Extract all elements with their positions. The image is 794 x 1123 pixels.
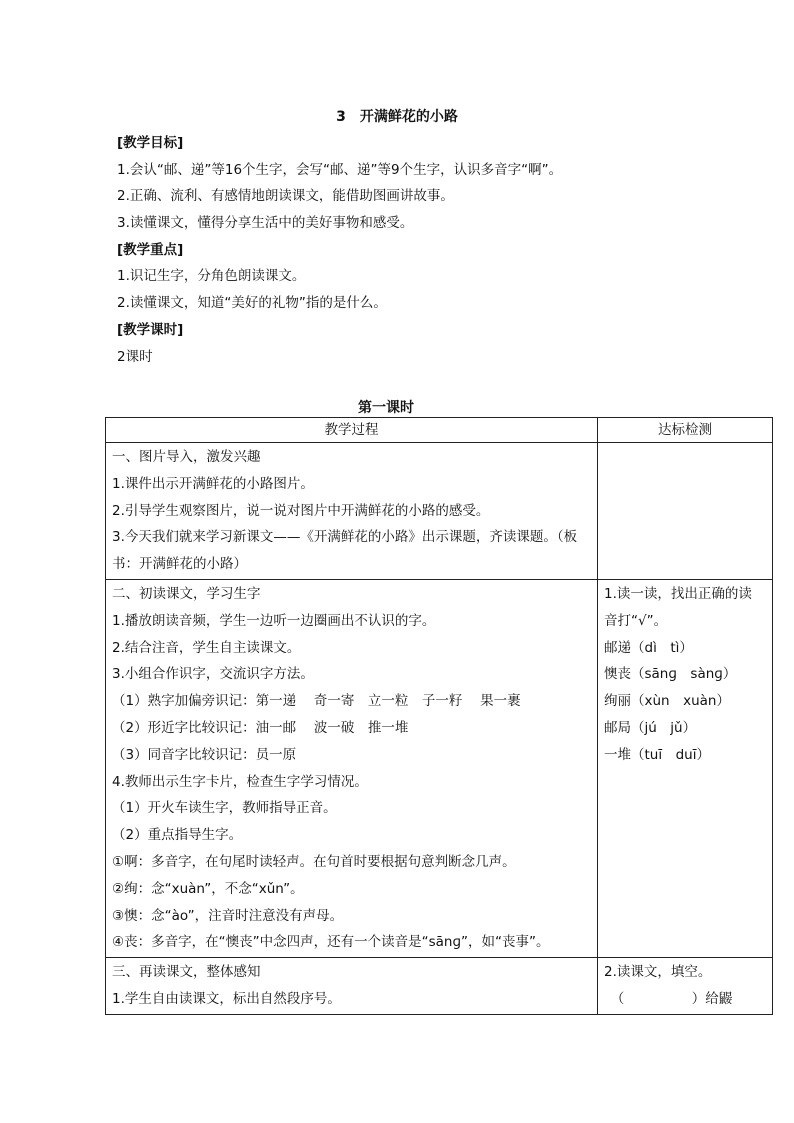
header-process: 教学过程 bbox=[106, 418, 598, 443]
lesson-title: 3 开满鲜花的小路 bbox=[336, 109, 458, 125]
section-heading-hours: [教学课时] bbox=[117, 321, 184, 338]
process-line: ②绚：念“xuàn”，不念“xǔn”。 bbox=[112, 880, 304, 897]
focus-item: 2.读懂课文，知道“美好的礼物”指的是什么。 bbox=[117, 295, 387, 312]
process-line: （1）开火车读生字，教师指导正音。 bbox=[112, 800, 337, 817]
check-cell bbox=[598, 443, 773, 580]
check-line: 音打“√”。 bbox=[604, 612, 668, 629]
process-line: 4.教师出示生字卡片，检查生字学习情况。 bbox=[112, 773, 368, 790]
table-row bbox=[106, 958, 773, 1015]
process-line: ④丧：多音字，在“懊丧”中念四声，还有一个读音是“sānɡ”，如“丧事”。 bbox=[112, 934, 550, 951]
process-line: 3.今天我们就来学习新课文——《开满鲜花的小路》出示课题，齐读课题。（板 bbox=[112, 529, 578, 546]
check-line: 一堆（tuī duī） bbox=[604, 746, 710, 763]
process-line: 二、初读课文，学习生字 bbox=[112, 585, 261, 602]
process-cell bbox=[106, 579, 598, 957]
table-row bbox=[106, 579, 773, 957]
process-line: 书：开满鲜花的小路） bbox=[112, 556, 247, 573]
check-cell bbox=[598, 958, 773, 1015]
check-line: 邮局（jú jǔ） bbox=[604, 719, 697, 736]
process-line: 2.结合注音，学生自主读课文。 bbox=[112, 639, 301, 656]
process-line: 3.小组合作识字，交流识字方法。 bbox=[112, 666, 314, 683]
process-line: 三、再读课文，整体感知 bbox=[112, 964, 261, 981]
header-check: 达标检测 bbox=[598, 418, 773, 443]
section-heading-focus: [教学重点] bbox=[117, 241, 184, 258]
process-line: （2）重点指导生字。 bbox=[112, 827, 243, 844]
goal-item: 3.读懂课文，懂得分享生活中的美好事物和感受。 bbox=[117, 215, 414, 232]
process-line: ①啊：多音字，在句尾时读轻声。在句首时要根据句意判断念几声。 bbox=[112, 853, 516, 870]
process-line: 1.课件出示开满鲜花的小路图片。 bbox=[112, 475, 314, 492]
check-cell bbox=[598, 579, 773, 957]
table-row bbox=[106, 443, 773, 580]
check-line: 2.读课文，填空。 bbox=[604, 964, 712, 981]
hours-value: 2课时 bbox=[117, 348, 153, 365]
process-line: 1.学生自由读课文，标出自然段序号。 bbox=[112, 990, 341, 1007]
table-header-row bbox=[106, 418, 773, 443]
process-line: （1）熟字加偏旁识记：第一递 奇一寄 立一粒 子一籽 果一裹 bbox=[112, 693, 521, 710]
process-line: 1.播放朗读音频，学生一边听一边圈画出不认识的字。 bbox=[112, 612, 436, 629]
check-line: 邮递（dì tì） bbox=[604, 639, 693, 656]
check-line: （ ）给鼹 bbox=[604, 990, 733, 1007]
period-subtitle: 第一课时 bbox=[358, 400, 414, 416]
check-line: 懊丧（sānɡ sànɡ） bbox=[604, 666, 737, 683]
process-line: ③懊：念“ào”，注音时注意没有声母。 bbox=[112, 907, 344, 924]
check-line: 1.读一读，找出正确的读 bbox=[604, 585, 752, 602]
process-line: 2.引导学生观察图片，说一说对图片中开满鲜花的小路的感受。 bbox=[112, 502, 490, 519]
process-cell bbox=[106, 443, 598, 580]
process-line: （2）形近字比较识记：油一邮 波一破 推一堆 bbox=[112, 719, 409, 736]
focus-item: 1.识记生字，分角色朗读课文。 bbox=[117, 268, 306, 285]
lesson-table bbox=[105, 417, 773, 1015]
goal-item: 2.正确、流利、有感情地朗读课文，能借助图画讲故事。 bbox=[117, 188, 454, 205]
process-cell bbox=[106, 958, 598, 1015]
process-line: 一、图片导入，激发兴趣 bbox=[112, 449, 261, 465]
process-line: （3）同音字比较识记：员一原 bbox=[112, 746, 297, 763]
check-line: 绚丽（xùn xuàn） bbox=[604, 693, 730, 710]
intro-section bbox=[117, 130, 737, 370]
section-heading-goals: [教学目标] bbox=[117, 135, 184, 151]
goal-item: 1.会认“邮、递”等16个生字，会写“邮、递”等9个生字，认识多音字“啊”。 bbox=[117, 161, 563, 178]
